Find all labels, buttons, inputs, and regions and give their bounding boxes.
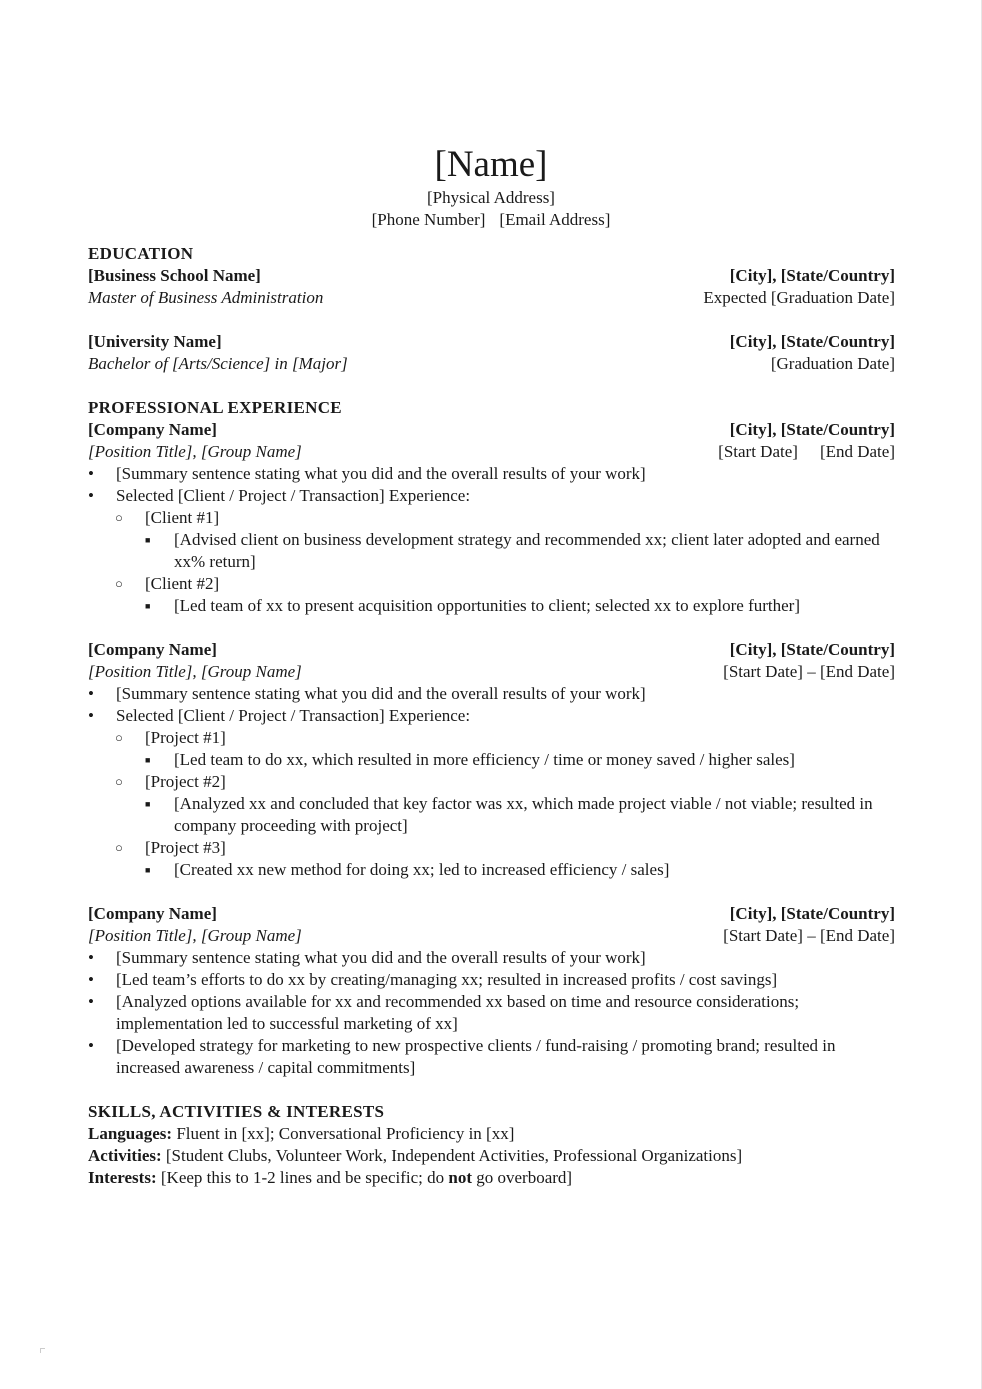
list-item: • [Summary sentence stating what you did and the overall results of your work] [88,947,895,969]
date-separator: – [807,662,816,681]
start-date: [Start Date] [718,442,798,461]
detail-item: ■ [Created xx new method for doing xx; led to increased efficiency / sales] [88,859,895,881]
graduation-date: [Graduation Date] [770,354,895,373]
languages-value: Fluent in [xx]; Conversational Proficiency in [xx] [176,1124,515,1143]
sub-list-item: ○ [Client #2] [88,573,895,595]
job-bullets [88,947,895,1079]
end-date: [End Date] [819,442,895,461]
school-name: [University Name] [88,332,222,351]
phone-number: [Phone Number] [371,210,486,229]
employment-dates [718,441,895,463]
contact-line [0,209,982,231]
job-entry [88,903,895,1079]
degree: Master of Business Administration [88,288,324,307]
resume-content [88,143,895,1189]
graduation-date: Expected [Graduation Date] [703,288,895,307]
languages-label: Languages: [88,1124,173,1143]
interests-label: Interests: [88,1168,157,1187]
position-title: [Position Title], [Group Name] [88,442,302,461]
activities-value: [Student Clubs, Volunteer Work, Independent Activities, Professional Organizations] [165,1146,743,1165]
company-name: [Company Name] [88,904,217,923]
start-date: [Start Date] [723,662,803,681]
skills-heading: SKILLS, ACTIVITIES & INTERESTS [88,1102,385,1121]
physical-address: [Physical Address] [427,188,555,207]
degree: Bachelor of [Arts/Science] in [Major] [88,354,348,373]
list-item: • [Summary sentence stating what you did and the overall results of your work] [88,463,895,485]
activities-label: Activities: [88,1146,162,1165]
email-address: [Email Address] [499,210,611,229]
activities-line [88,1145,895,1167]
company-location: [City], [State/Country] [729,640,895,659]
job-entry [88,639,895,881]
detail-item: ■ [Led team to do xx, which resulted in more efficiency / time or money saved / higher sales] [88,749,895,771]
detail-item: ■ [Advised client on business development strategy and recommended xx; client later adopted and earned xx% return] [88,529,895,573]
school-name: [Business School Name] [88,266,261,285]
company-location: [City], [State/Country] [729,904,895,923]
start-date: [Start Date] [723,926,803,945]
list-item: • [Developed strategy for marketing to new prospective clients / fund-raising / promoting brand; resulted in increased awareness / capital commitments] [88,1035,895,1079]
list-item: • Selected [Client / Project / Transaction] Experience: [88,485,895,507]
languages-line [88,1123,895,1145]
company-name: [Company Name] [88,640,217,659]
list-item: • [Led team’s efforts to do xx by creating/managing xx; resulted in increased profits / cost savings] [88,969,895,991]
sub-list-item: ○ [Client #1] [88,507,895,529]
education-entry [88,331,895,375]
employment-dates [723,925,895,947]
end-date: [End Date] [819,926,895,945]
sub-list-item: ○ [Project #2] [88,771,895,793]
interests-value-end: go overboard] [476,1168,573,1187]
list-item: • [Summary sentence stating what you did and the overall results of your work] [88,683,895,705]
date-separator: – [807,926,816,945]
page-corner-mark [40,1348,45,1353]
interests-value-start: [Keep this to 1-2 lines and be specific; do [160,1168,445,1187]
employment-dates [723,661,895,683]
education-heading: EDUCATION [88,244,194,263]
sub-list-item: ○ [Project #3] [88,837,895,859]
school-location: [City], [State/Country] [729,332,895,351]
resume-header [0,143,982,231]
list-item: • Selected [Client / Project / Transaction] Experience: [88,705,895,727]
end-date: [End Date] [819,662,895,681]
job-entry [88,419,895,617]
experience-heading: PROFESSIONAL EXPERIENCE [88,398,342,417]
list-item: • [Analyzed options available for xx and recommended xx based on time and resource considerations; implementation led to successful marketing of xx] [88,991,895,1035]
position-title: [Position Title], [Group Name] [88,926,302,945]
interests-value-emphasis: not [448,1168,473,1187]
interests-line [88,1167,895,1189]
detail-item: ■ [Analyzed xx and concluded that key factor was xx, which made project viable / not viable; resulted in company proceeding with project] [88,793,895,837]
detail-item: ■ [Led team of xx to present acquisition opportunities to client; selected xx to explore further] [88,595,895,617]
sub-list-item: ○ [Project #1] [88,727,895,749]
job-bullets [88,683,895,881]
school-location: [City], [State/Country] [729,266,895,285]
candidate-name: [Name] [434,144,548,185]
company-location: [City], [State/Country] [729,420,895,439]
job-bullets [88,463,895,617]
company-name: [Company Name] [88,420,217,439]
position-title: [Position Title], [Group Name] [88,662,302,681]
education-entry [88,265,895,309]
